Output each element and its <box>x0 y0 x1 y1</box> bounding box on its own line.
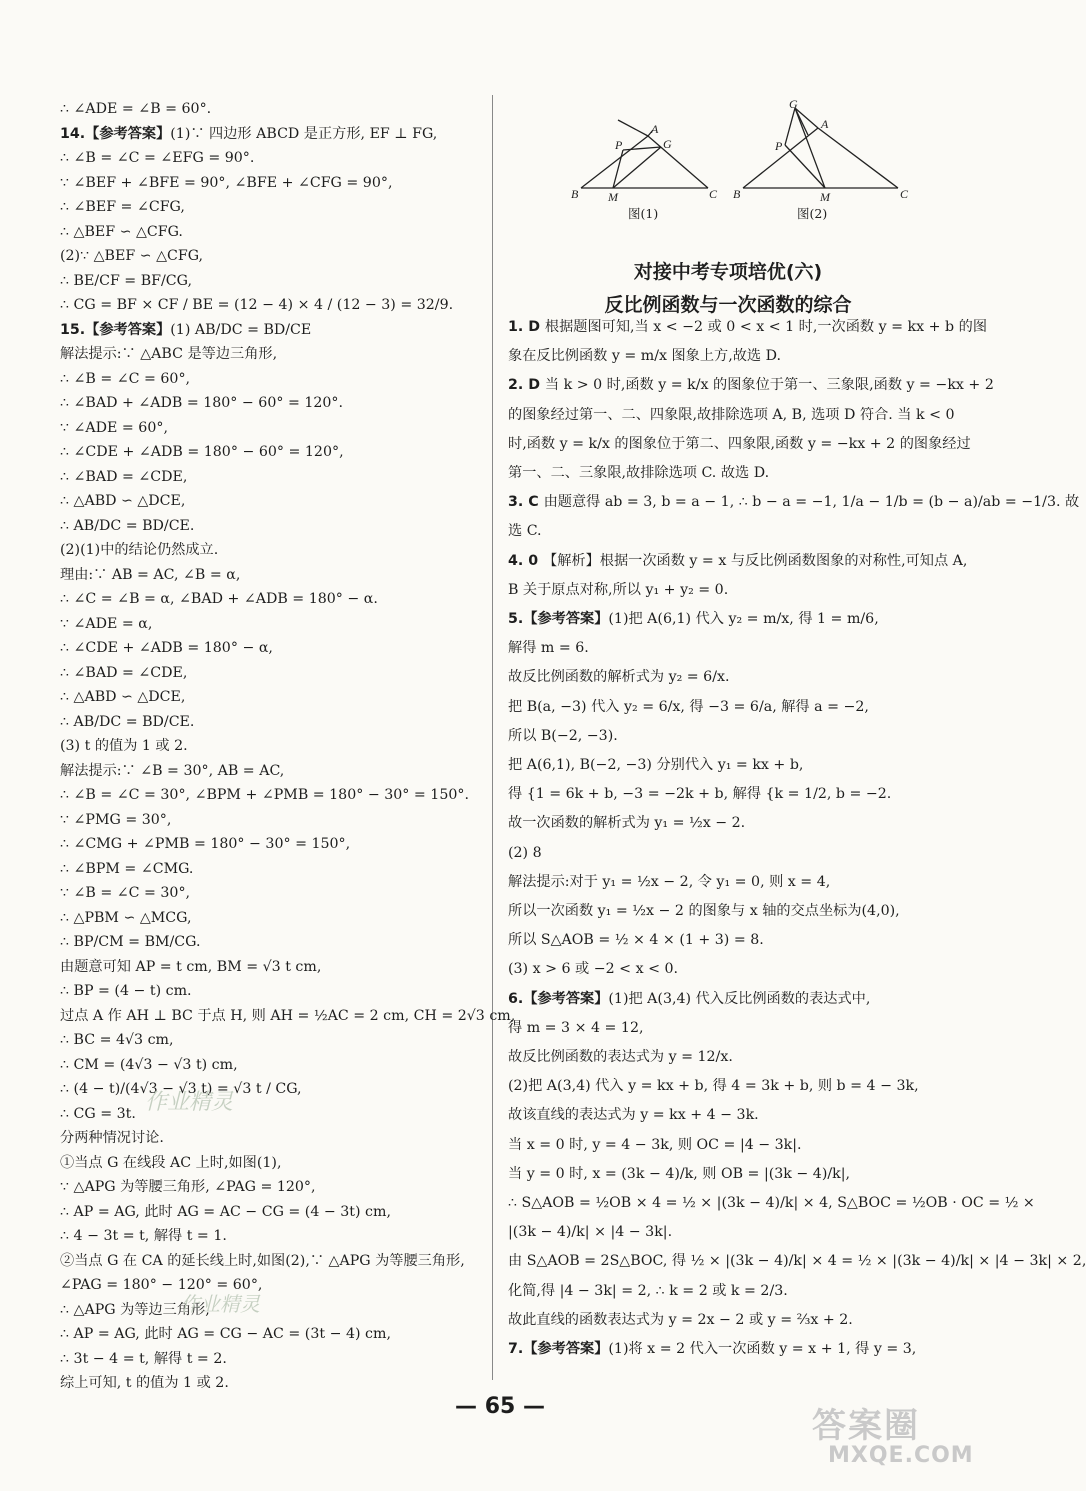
answer-line: ∴ BP = (4 − t) cm. <box>60 983 192 999</box>
answer-line: ∵ ∠ADE = α, <box>60 615 153 632</box>
answer-line: 第一、二、三象限,故排除选项 C. 故选 D. <box>508 465 770 481</box>
stamp-watermark: 作业精灵 <box>145 1090 234 1115</box>
answer-line: 1. D 根据题图可知,当 x < −2 或 0 < x < 1 时,一次函数 y = kx + b 的图 <box>508 319 988 335</box>
answer-line: ∴ ∠B = ∠C = 30°, ∠BPM + ∠PMB = 180° − 30° = 150°. <box>60 787 469 803</box>
fig2-label-m: M <box>820 190 830 204</box>
answer-line: ∴ AP = AG, 此时 AG = AC − CG = (4 − 3t) cm, <box>60 1203 391 1220</box>
answer-line: 故反比例函数的表达式为 y = 12/x. <box>508 1049 733 1065</box>
answer-line: ∴ ∠CDE + ∠ADB = 180° − α, <box>60 640 273 656</box>
answer-line: ∴ △PBM ∽ △MCG, <box>60 909 192 926</box>
answer-line: 解法提示:对于 y₁ = ½x − 2, 令 y₁ = 0, 则 x = 4, <box>508 873 831 890</box>
question-number: 6.【参考答案】 <box>508 990 609 1007</box>
stamp-watermark: 作业精灵 <box>180 1292 260 1316</box>
answer-line: ∴ CM = (4√3 − √3 t) cm, <box>60 1056 238 1073</box>
answer-line: 7.【参考答案】(1)将 x = 2 代入一次函数 y = x + 1, 得 y = 3, <box>508 1341 917 1357</box>
answer-line: 得 m = 3 × 4 = 12, <box>508 1019 644 1036</box>
fig1-label-c: C <box>709 187 718 201</box>
fig2-label-b: B <box>733 187 741 201</box>
answer-line: 选 C. <box>508 523 542 540</box>
answer-line: (2)∵ △BEF ∽ △CFG, <box>60 248 204 264</box>
answer-line: ∴ S△AOB = ½OB × 4 = ½ × |(3k − 4)/k| × 4, S△BOC = ½OB · OC = ½ × <box>508 1195 1035 1211</box>
answer-line: 把 B(a, −3) 代入 y₂ = 6/x, 得 −3 = 6/a, 解得 a = −2, <box>508 698 869 715</box>
answer-line: 由 S△AOB = 2S△BOC, 得 ½ × |(3k − 4)/k| × 4 = ½ × |(3k − 4)/k| × |4 − 3k| × 2, <box>508 1253 1086 1270</box>
answer-line: 化简,得 |4 − 3k| = 2, ∴ k = 2 或 k = 2/3. <box>508 1282 788 1299</box>
question-number: 1. D <box>508 319 545 335</box>
answer-line: B 关于原点对称,所以 y₁ + y₂ = 0. <box>508 581 729 598</box>
answer-line: ∴ CG = 3t. <box>60 1105 136 1122</box>
fig2-label-g: G <box>789 97 798 111</box>
answer-line: (2) 8 <box>508 844 542 861</box>
answer-line: ∴ BC = 4√3 cm, <box>60 1032 174 1048</box>
answer-line: 当 y = 0 时, x = (3k − 4)/k, 则 OB = |(3k − 4)/k|, <box>508 1165 851 1182</box>
answer-line: ∴ BP/CM = BM/CG. <box>60 934 201 950</box>
answer-line: (3) x > 6 或 −2 < x < 0. <box>508 961 679 978</box>
column-divider <box>492 95 493 1380</box>
answer-line: 故该直线的表达式为 y = kx + 4 − 3k. <box>508 1107 759 1124</box>
answer-line: 过点 A 作 AH ⊥ BC 于点 H, 则 AH = ½AC = 2 cm, CH = 2√3 cm, <box>60 1007 516 1024</box>
answer-line: 当 x = 0 时, y = 4 − 3k, 则 OC = |4 − 3k|. <box>508 1136 802 1153</box>
fig1-label-b: B <box>571 187 579 201</box>
answer-line: ∵ ∠PMG = 30°, <box>60 811 172 828</box>
fig1-caption: 图(1) <box>628 206 659 221</box>
answer-line: ∴ ∠CDE + ∠ADB = 180° − 60° = 120°, <box>60 444 344 460</box>
answer-line: ∴ (4 − t)/(4√3 − √3 t) = √3 t / CG, <box>60 1081 302 1097</box>
answer-line: ∴ ∠BAD = ∠CDE, <box>60 664 188 681</box>
question-number: 15.【参考答案】 <box>60 321 171 338</box>
answer-line: ∴ ∠BAD + ∠ADB = 180° − 60° = 120°. <box>60 395 344 411</box>
question-number: 2. D <box>508 377 545 394</box>
question-number: 3. C <box>508 494 544 511</box>
answer-line: 5.【参考答案】(1)把 A(6,1) 代入 y₂ = m/x, 得 1 = m/6, <box>508 611 879 627</box>
answer-line: 解法提示:∵ △ABC 是等边三角形, <box>60 346 278 362</box>
answer-line: 故一次函数的解析式为 y₁ = ½x − 2. <box>508 815 746 832</box>
answer-line: ∵ ∠BEF + ∠BFE = 90°, ∠BFE + ∠CFG = 90°, <box>60 174 393 191</box>
fig1-label-m: M <box>608 190 618 204</box>
answer-line: 所以一次函数 y₁ = ½x − 2 的图象与 x 轴的交点坐标为(4,0), <box>508 903 900 919</box>
answer-line: ∴ ∠BAD = ∠CDE, <box>60 468 188 485</box>
answer-line: 的图象经过第一、二、四象限,故排除选项 A, B, 选项 D 符合. 当 k < 0 <box>508 406 955 423</box>
watermark-logo-text: 答案圈 <box>812 1406 920 1446</box>
answer-line: (3) t 的值为 1 或 2. <box>60 738 188 754</box>
fig2-label-p: P <box>775 139 783 153</box>
answer-line: 时,函数 y = k/x 的图象位于第二、四象限,函数 y = −kx + 2 的图象经过 <box>508 435 971 452</box>
answer-line: ∠PAG = 180° − 120° = 60°, <box>60 1277 263 1293</box>
answer-line: ∴ △ABD ∽ △DCE, <box>60 689 186 705</box>
answer-line: ∴ ∠B = ∠C = ∠EFG = 90°. <box>60 150 255 166</box>
answer-line: 6.【参考答案】(1)把 A(3,4) 代入反比例函数的表达式中, <box>508 990 871 1007</box>
answer-line: ∴ ∠CMG + ∠PMB = 180° − 30° = 150°, <box>60 836 351 852</box>
question-number: 4. 0 <box>508 552 544 569</box>
fig2-caption: 图(2) <box>797 206 828 221</box>
answer-line: 把 A(6,1), B(−2, −3) 分别代入 y₁ = kx + b, <box>508 757 804 773</box>
answer-line: ∵ ∠ADE = 60°, <box>60 419 168 436</box>
answer-line: 所以 B(−2, −3). <box>508 727 618 744</box>
answer-line: 由题意可知 AP = t cm, BM = √3 t cm, <box>60 958 322 975</box>
answer-line: ∴ CG = BF × CF / BE = (12 − 4) × 4 / (12 − 3) = 32/9. <box>60 297 454 313</box>
answer-line: 15.【参考答案】(1) AB/DC = BD/CE <box>60 321 312 338</box>
question-number: 5.【参考答案】 <box>508 611 609 627</box>
answer-line: 象在反比例函数 y = m/x 图象上方,故选 D. <box>508 348 782 365</box>
answer-line: ∴ AB/DC = BD/CE. <box>60 517 195 534</box>
answer-line: 4. 0 【解析】根据一次函数 y = x 与反比例函数图象的对称性,可知点 A, <box>508 552 968 569</box>
answer-line: ∴ AP = AG, 此时 AG = CG − AC = (3t − 4) cm, <box>60 1326 391 1342</box>
answer-line: 理由:∵ AB = AC, ∠B = α, <box>60 566 241 583</box>
fig2-label-c: C <box>900 187 909 201</box>
answer-line: ∴ ∠BEF = ∠CFG, <box>60 199 185 215</box>
watermark-url: MXQE.COM <box>828 1443 974 1468</box>
answer-line: ②当点 G 在 CA 的延长线上时,如图(2),∵ △APG 为等腰三角形, <box>60 1252 465 1269</box>
answer-line: ∴ 4 − 3t = t, 解得 t = 1. <box>60 1228 227 1244</box>
answer-line: 分两种情况讨论. <box>60 1130 164 1146</box>
answer-line: ∴ ∠C = ∠B = α, ∠BAD + ∠ADB = 180° − α. <box>60 591 378 607</box>
answer-line: |(3k − 4)/k| × |4 − 3k|. <box>508 1224 673 1241</box>
answer-line: ∴ △APG 为等边三角形, <box>60 1301 210 1318</box>
answer-line: 故反比例函数的解析式为 y₂ = 6/x. <box>508 669 730 686</box>
fig1-label-g: G <box>663 137 672 151</box>
section-subtitle: 反比例函数与一次函数的综合 <box>604 294 852 316</box>
answer-line: 综上可知, t 的值为 1 或 2. <box>60 1375 229 1391</box>
answer-line: ①当点 G 在线段 AC 上时,如图(1), <box>60 1154 282 1171</box>
answer-line: ∴ BE/CF = BF/CG, <box>60 272 192 289</box>
answer-line: 故此直线的函数表达式为 y = 2x − 2 或 y = ⅔x + 2. <box>508 1311 853 1328</box>
answer-line: ∴ 3t − 4 = t, 解得 t = 2. <box>60 1350 227 1367</box>
answer-line: 所以 S△AOB = ½ × 4 × (1 + 3) = 8. <box>508 932 764 949</box>
fig1-label-a: A <box>651 122 659 136</box>
section-title: 对接中考专项培优(六) <box>633 261 823 283</box>
answer-line: 解法提示:∵ ∠B = 30°, AB = AC, <box>60 762 285 779</box>
answer-line: 解得 m = 6. <box>508 640 589 657</box>
answer-line: ∴ AB/DC = BD/CE. <box>60 713 195 730</box>
fig2-label-a: A <box>821 117 829 131</box>
answer-line: 得 {1 = 6k + b, −3 = −2k + b, 解得 {k = 1/2, b = −2. <box>508 786 892 803</box>
answer-line: 2. D 当 k > 0 时,函数 y = k/x 的图象位于第一、三象限,函数 y = −kx + 2 <box>508 377 994 394</box>
answer-line: ∴ △BEF ∽ △CFG. <box>60 223 183 240</box>
answer-line: ∴ ∠B = ∠C = 60°, <box>60 370 191 387</box>
page-number: — 65 — <box>455 1394 545 1419</box>
question-number: 14.【参考答案】 <box>60 125 171 142</box>
answer-line: ∵ ∠B = ∠C = 30°, <box>60 885 191 901</box>
answer-line: ∵ △APG 为等腰三角形, ∠PAG = 120°, <box>60 1179 316 1195</box>
answer-line: (2)把 A(3,4) 代入 y = kx + b, 得 4 = 3k + b, 则 b = 4 − 3k, <box>508 1078 919 1095</box>
answer-line: 14.【参考答案】(1)∵ 四边形 ABCD 是正方形, EF ⊥ FG, <box>60 125 438 142</box>
question-number: 7.【参考答案】 <box>508 1341 609 1357</box>
geometry-figures <box>563 97 1003 235</box>
answer-line: (2)(1)中的结论仍然成立. <box>60 542 219 558</box>
answer-line: ∴ ∠BPM = ∠CMG. <box>60 860 194 877</box>
answer-line: ∴ ∠ADE = ∠B = 60°. <box>60 101 212 117</box>
answer-line: ∴ △ABD ∽ △DCE, <box>60 493 186 509</box>
answer-line: 3. C 由题意得 ab = 3, b = a − 1, ∴ b − a = −1, 1/a − 1/b = (b − a)/ab = −1/3. 故 <box>508 494 1080 511</box>
fig1-label-p: P <box>615 138 623 152</box>
